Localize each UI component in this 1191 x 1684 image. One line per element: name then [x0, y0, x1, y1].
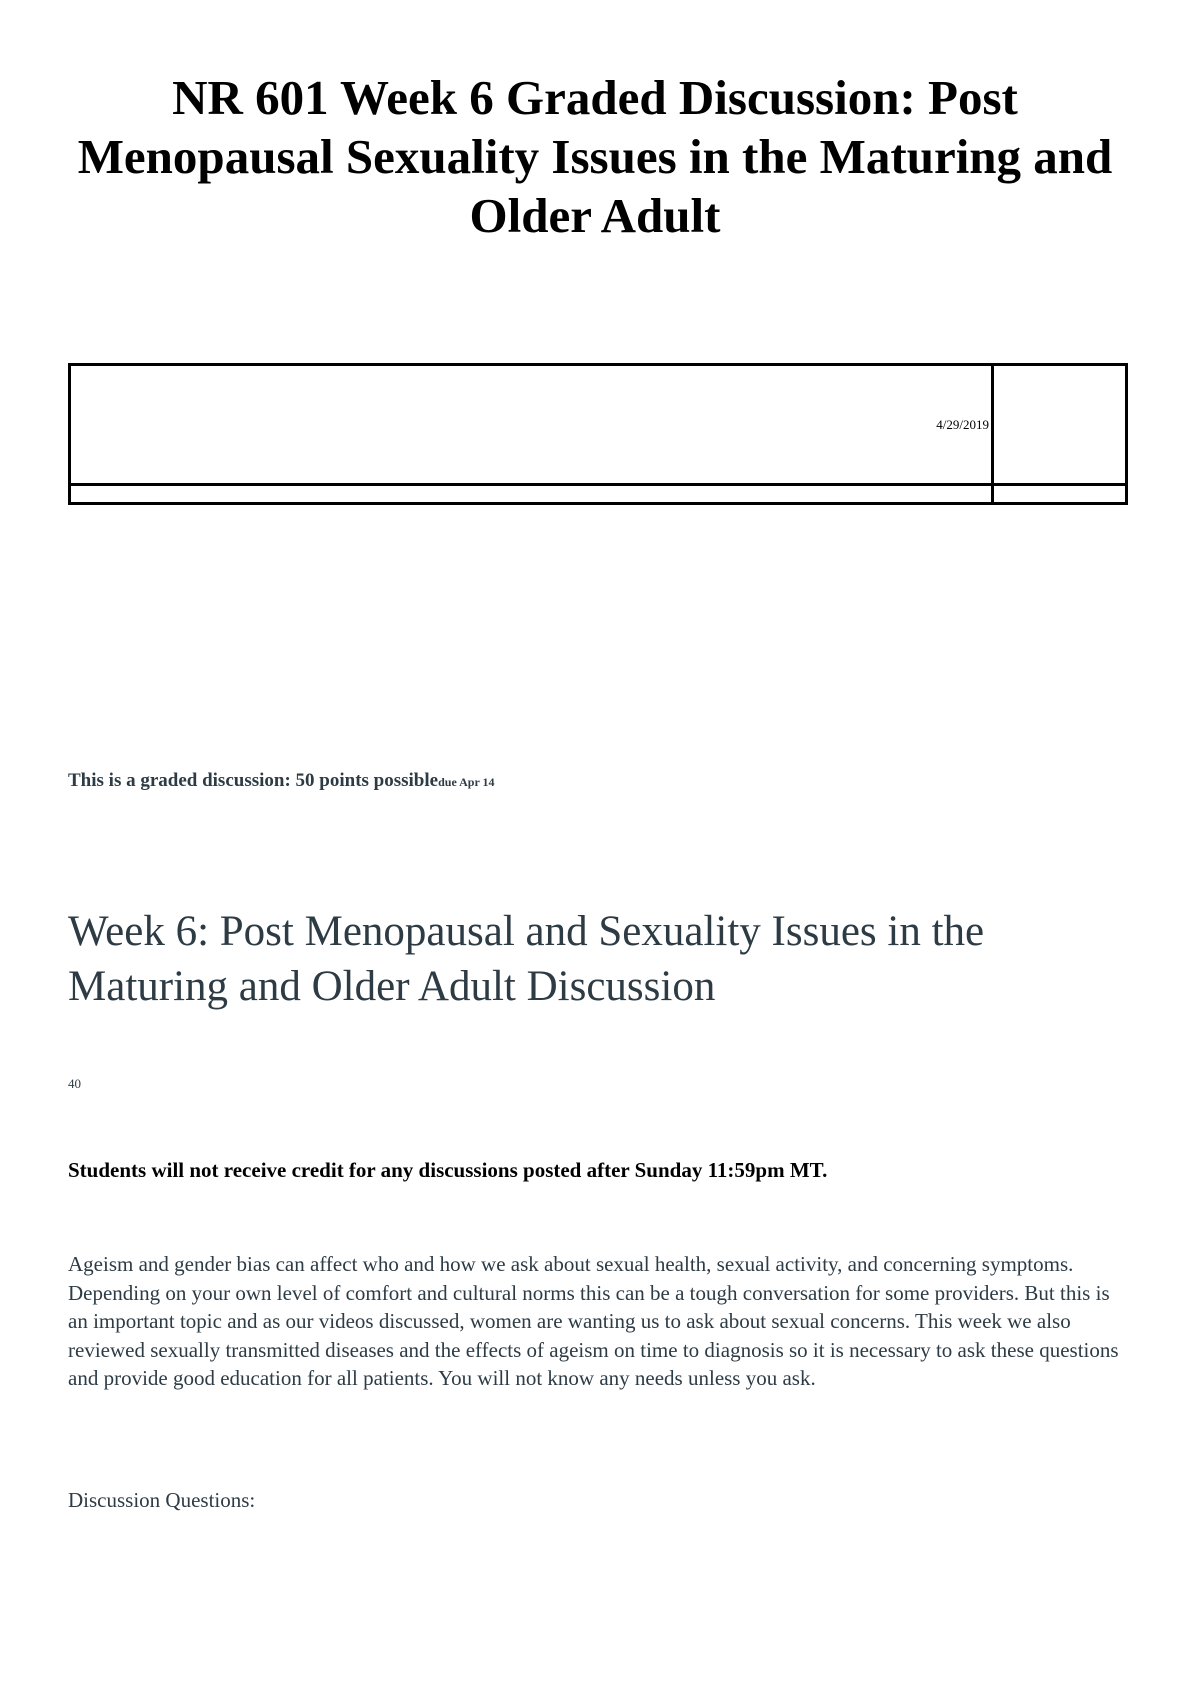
discussion-questions-label: Discussion Questions:: [68, 1488, 256, 1512]
graded-info: [68, 770, 495, 792]
late-notice: Students will not receive credit for any discussions posted after Sunday 11:59pm MT.: [68, 1158, 828, 1182]
due-date: due Apr 14: [438, 775, 495, 789]
document-title: NR 601 Week 6 Graded Discussion: Post Menopausal Sexuality Issues in the Maturing and Older Adult: [77, 70, 1113, 243]
table-row: [70, 485, 1127, 504]
table-cell: [993, 365, 1127, 485]
header-table: [68, 363, 1128, 505]
points-number: 40: [68, 1076, 81, 1091]
table-row: [70, 365, 1127, 485]
date-cell: 4/29/2019: [70, 365, 993, 485]
table-cell: [70, 485, 993, 504]
table-cell: [993, 485, 1127, 504]
section-heading: Week 6: Post Menopausal and Sexuality Issues in the Maturing and Older Adult Discussion: [68, 908, 985, 1010]
body-paragraph: Ageism and gender bias can affect who and how we ask about sexual health, sexual activity, and concerning symptoms. Depending on your own level of comfort and cultural norms this can be a tough conversation for some providers. But this is an important topic and as our videos discussed, women are wanting us to ask about sexual concerns. This week we also reviewed sexually transmitted diseases and the effects of ageism on time to diagnosis so it is necessary to ask these questions and provide good education for all patients. You will not know any needs unless you ask.: [68, 1252, 1119, 1391]
graded-points-text: This is a graded discussion: 50 points possible: [68, 770, 439, 791]
